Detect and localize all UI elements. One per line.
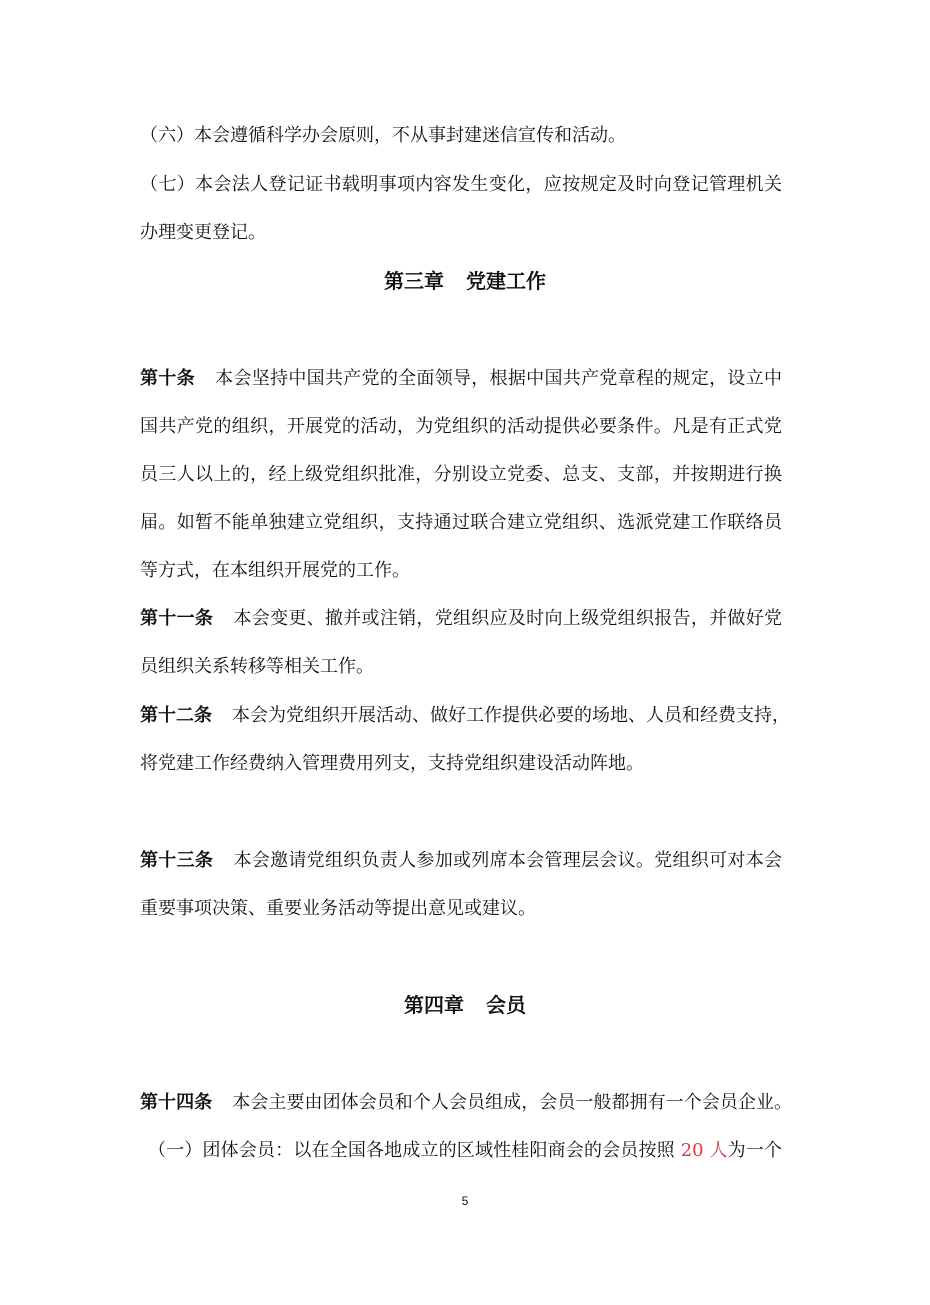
article-11-line-2: 员组织关系转移等相关工作。 [140, 656, 374, 677]
article-12-line-1 [140, 704, 790, 728]
article-13-line-2: 重要事项决策、重要业务活动等提出意见或建议。 [140, 898, 536, 919]
article-label: 第十四条 [140, 1092, 213, 1113]
group-member-line [148, 1139, 782, 1163]
article-label: 第十三条 [140, 850, 214, 871]
chapter-number: 第三章 [384, 269, 444, 293]
article-10-line-5: 等方式，在本组织开展党的工作。 [140, 560, 410, 581]
article-text: 本会变更、撤并或注销，党组织应及时向上级党组织报告，并做好党 [233, 608, 783, 629]
article-10-line-2: 国共产党的组织，开展党的活动，为党组织的活动提供必要条件。凡是有正式党 [140, 416, 782, 437]
chapter-3-heading [0, 267, 930, 295]
item-seven-line-2: 办理变更登记。 [140, 222, 266, 243]
article-text: 本会坚持中国共产党的全面领导，根据中国共产党章程的规定，设立中 [214, 368, 783, 389]
article-10-line-1 [140, 367, 782, 391]
article-13-line-1 [140, 849, 782, 873]
article-text: 本会为党组织开展活动、做好工作提供必要的场地、人员和经费支持， [232, 705, 790, 726]
chapter-title: 会员 [486, 993, 526, 1017]
highlighted-count: 20 人 [680, 1140, 728, 1161]
group-text-suffix: 为一个 [727, 1140, 782, 1161]
article-10-line-3: 员三人以上的，经上级党组织批准，分别设立党委、总支、支部，并按期进行换 [140, 464, 782, 485]
article-label: 第十二条 [140, 705, 212, 726]
chapter-title: 党建工作 [466, 269, 546, 293]
chapter-4-heading [0, 991, 930, 1019]
group-text: （一）团体会员：以在全国各地成立的区域性桂阳商会的会员按照 [148, 1140, 675, 1161]
article-label: 第十条 [140, 368, 195, 389]
item-seven-line-1: （七）本会法人登记证书载明事项内容发生变化，应按规定及时向登记管理机关 [140, 174, 782, 195]
article-label: 第十一条 [140, 608, 214, 629]
chapter-number: 第四章 [404, 993, 464, 1017]
item-six: （六）本会遵循科学办会原则，不从事封建迷信宣传和活动。 [140, 125, 626, 146]
page-number: 5 [461, 1194, 469, 1208]
article-text: 本会邀请党组织负责人参加或列席本会管理层会议。党组织可对本会 [233, 850, 783, 871]
article-11-line-1 [140, 607, 782, 631]
article-14 [140, 1091, 792, 1115]
article-10-line-4: 届。如暂不能单独建立党组织，支持通过联合建立党组织、选派党建工作联络员 [140, 512, 782, 533]
article-12-line-2: 将党建工作经费纳入管理费用列支，支持党组织建设活动阵地。 [140, 753, 644, 774]
article-text: 本会主要由团体会员和个人会员组成，会员一般都拥有一个会员企业。 [232, 1092, 793, 1113]
